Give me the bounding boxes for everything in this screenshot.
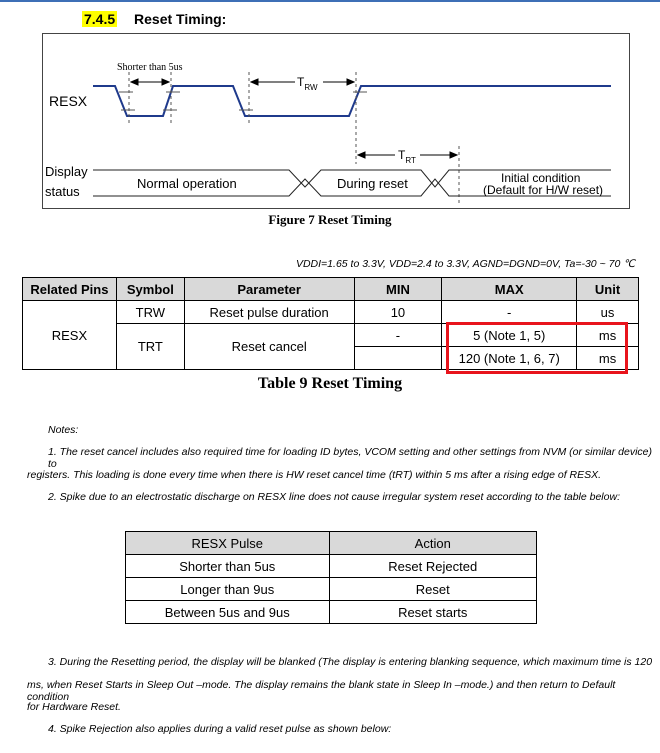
min-cell xyxy=(354,347,442,370)
section-number: 7.4.5 xyxy=(84,11,116,27)
header-cell: Symbol xyxy=(116,278,184,301)
table-row xyxy=(23,301,639,324)
trw-label: $T_{RW}$ xyxy=(297,75,318,92)
header-cell: MIN xyxy=(354,278,442,301)
header-cell: Parameter xyxy=(184,278,354,301)
shorter-label: Shorter than 5us xyxy=(117,62,183,73)
action-cell: Reset starts xyxy=(329,601,537,624)
parameter-cell: Reset cancel xyxy=(184,324,354,370)
notes-heading: Notes: xyxy=(48,424,79,436)
trt-label: $T_{RT}$ xyxy=(398,148,416,165)
note-3-line-2: ms, when Reset Starts in Sleep Out –mode. The display remains the blank state in Sleep In –mode.) and then return to Default condition xyxy=(27,679,616,703)
note-2: 2. Spike due to an electrostatic discharge on RESX line does not cause irregular system reset according to the table below: xyxy=(48,491,620,503)
action-cell: Reset Rejected xyxy=(329,555,537,578)
note-4: 4. Spike Rejection also applies during a valid reset pulse as shown below: xyxy=(48,723,392,735)
unit-cell: ms xyxy=(577,324,639,347)
display-label: Display xyxy=(45,164,88,179)
min-cell: 10 xyxy=(354,301,442,324)
state-reset: During reset xyxy=(337,176,408,191)
edge-ticks xyxy=(119,92,367,110)
header-cell: Action xyxy=(329,532,537,555)
note-3-line-3: for Hardware Reset. xyxy=(27,701,121,713)
header-cell: Related Pins xyxy=(23,278,117,301)
timing-waveform xyxy=(43,34,629,208)
header-rule xyxy=(0,0,660,2)
max-cell: - xyxy=(442,301,577,324)
operating-conditions: VDDI=1.65 to 3.3V, VDD=2.4 to 3.3V, AGND=DGND=0V, Ta=-30 ~ 70 ℃ xyxy=(295,258,635,270)
header-cell: Unit xyxy=(577,278,639,301)
highlight-box xyxy=(446,322,628,374)
max-cell: 5 (Note 1, 5) xyxy=(442,324,577,347)
status-label: status xyxy=(45,184,80,199)
table-row xyxy=(126,555,537,578)
note-1-line-2: registers. This loading is done every time when there is HW reset cancel time (tRT) within 5 ms after a rising edge of RESX. xyxy=(27,469,602,481)
pulse-cell: Longer than 9us xyxy=(126,578,330,601)
note-1-line-1: 1. The reset cancel includes also required time for loading ID bytes, VCOM setting and other settings from NVM (or similar device) to xyxy=(48,446,653,470)
unit-cell: ms xyxy=(577,347,639,370)
symbol-cell: TRT xyxy=(116,324,184,370)
max-cell: 120 (Note 1, 6, 7) xyxy=(442,347,577,370)
header-cell: RESX Pulse xyxy=(126,532,330,555)
section-title: Reset Timing: xyxy=(134,11,227,27)
resx-label: RESX xyxy=(49,93,88,109)
note-3-line-1: 3. During the Resetting period, the display will be blanked (The display is entering blanking sequence, which maximum time is 120 xyxy=(48,656,653,668)
reset-timing-diagram xyxy=(42,33,630,209)
section-heading xyxy=(82,11,226,27)
state-normal: Normal operation xyxy=(137,176,237,191)
min-cell: - xyxy=(354,324,442,347)
state-initial-2: (Default for H/W reset) xyxy=(483,183,604,197)
pin-cell: RESX xyxy=(23,301,117,370)
table-header-row xyxy=(23,278,639,301)
table-row xyxy=(126,601,537,624)
action-cell: Reset xyxy=(329,578,537,601)
measurement-arrows xyxy=(131,79,457,158)
header-cell: MAX xyxy=(442,278,577,301)
state-initial-1: Initial condition xyxy=(501,171,581,185)
pulse-cell: Between 5us and 9us xyxy=(126,601,330,624)
table-row xyxy=(126,578,537,601)
parameter-cell: Reset pulse duration xyxy=(184,301,354,324)
spike-rejection-table xyxy=(125,531,537,624)
table-caption: Table 9 Reset Timing xyxy=(257,375,403,392)
figure-caption: Figure 7 Reset Timing xyxy=(268,212,392,227)
symbol-cell: TRW xyxy=(116,301,184,324)
unit-cell: us xyxy=(577,301,639,324)
table-header-row xyxy=(126,532,537,555)
pulse-cell: Shorter than 5us xyxy=(126,555,330,578)
